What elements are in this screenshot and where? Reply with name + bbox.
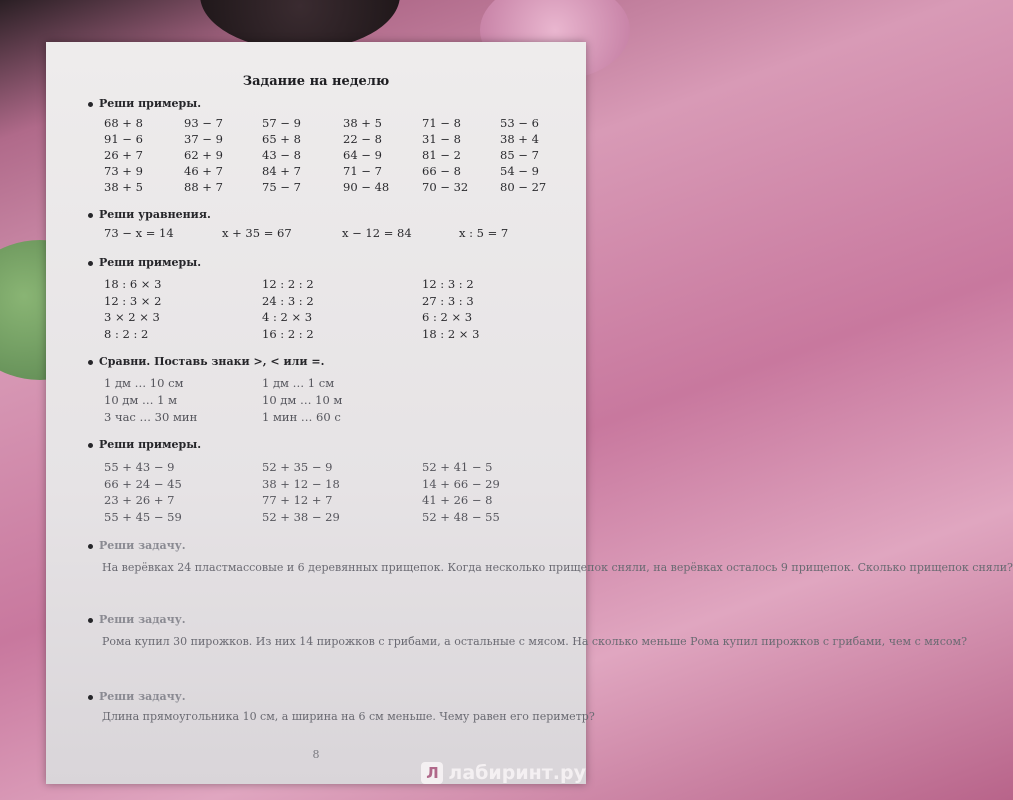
exercise-item: 80 − 27: [500, 180, 547, 194]
exercise-item: 46 + 7: [184, 164, 223, 178]
bullet-icon: [88, 695, 93, 700]
exercise-item: 4 : 2 × 3: [262, 310, 313, 324]
exercise-item: 52 + 38 − 29: [262, 509, 340, 524]
exercise-item: 14 + 66 − 29: [422, 476, 500, 491]
exercise-item: 52 + 48 − 55: [422, 509, 500, 524]
exercise-item: 84 + 7: [262, 164, 301, 178]
exercise-item: 71 − 8: [422, 116, 461, 130]
exercise-item: 70 − 32: [422, 180, 469, 194]
exercise-item: 55 + 45 − 59: [104, 509, 182, 524]
exercise-item: 12 : 3 : 2: [422, 277, 474, 291]
page-number: 8: [312, 748, 320, 761]
exercise-item: 66 + 24 − 45: [104, 476, 182, 491]
exercise-item: 77 + 12 + 7: [262, 493, 333, 507]
task-heading-text: Реши уравнения.: [99, 208, 211, 221]
exercise-item: 12 : 2 : 2: [262, 277, 314, 291]
task-heading-text: Реши задачу.: [99, 690, 186, 703]
exercise-item: 81 − 2: [422, 148, 461, 162]
word-problem-text: Длина прямоугольника 10 см, а ширина на 6 см меньше. Чему равен его периметр?: [102, 710, 595, 723]
exercise-item: 8 : 2 : 2: [104, 326, 149, 341]
exercise-item: 18 : 6 × 3: [104, 277, 162, 291]
exercise-item: 37 − 9: [184, 132, 223, 146]
bullet-icon: [88, 618, 93, 623]
bullet-icon: [88, 261, 93, 266]
exercise-item: 71 − 7: [343, 164, 382, 178]
task-heading: [88, 539, 186, 552]
bullet-icon: [88, 544, 93, 549]
exercise-item: 93 − 7: [184, 116, 223, 130]
exercise-item: 31 − 8: [422, 132, 461, 146]
exercise-item: 23 + 26 + 7: [104, 493, 175, 507]
task-heading: [88, 208, 211, 221]
bullet-icon: [88, 102, 93, 107]
task-heading: [88, 256, 201, 269]
exercise-item: 24 : 3 : 2: [262, 293, 314, 308]
exercise-item: 88 + 7: [184, 180, 223, 194]
exercise-item: 3 час … 30 мин: [104, 410, 198, 424]
task-heading-text: Реши примеры.: [99, 438, 202, 451]
exercise-item: 91 − 6: [104, 132, 143, 146]
task-heading: [88, 690, 186, 703]
equation-item: x : 5 = 7: [459, 226, 509, 240]
exercise-item: 68 + 8: [104, 116, 143, 130]
task-heading: [88, 438, 201, 451]
labirint-logo-icon: Л: [421, 762, 443, 784]
exercise-item: 54 − 9: [500, 164, 539, 178]
exercise-item: 57 − 9: [262, 116, 301, 130]
watermark: [421, 762, 586, 784]
exercise-item: 75 − 7: [262, 180, 301, 194]
exercise-item: 1 мин … 60 с: [262, 410, 341, 424]
exercise-item: 18 : 2 × 3: [422, 326, 480, 341]
task-heading-text: Реши задачу.: [99, 613, 186, 626]
exercise-item: 27 : 3 : 3: [422, 293, 474, 308]
task-heading-text: Реши задачу.: [99, 539, 186, 552]
exercise-item: 90 − 48: [343, 180, 390, 194]
exercise-item: 1 дм … 10 см: [104, 376, 184, 390]
exercise-item: 41 + 26 − 8: [422, 493, 493, 507]
exercise-item: 26 + 7: [104, 148, 143, 162]
exercise-item: 10 дм … 1 м: [104, 393, 178, 407]
task-heading: [88, 97, 201, 110]
exercise-item: 6 : 2 × 3: [422, 310, 473, 324]
exercise-item: 52 + 41 − 5: [422, 460, 493, 474]
exercise-item: 43 − 8: [262, 148, 301, 162]
exercise-item: 53 − 6: [500, 116, 539, 130]
exercise-item: 10 дм … 10 м: [262, 393, 343, 407]
exercise-item: 38 + 4: [500, 132, 539, 146]
page-title: Задание на неделю: [242, 74, 390, 89]
exercise-item: 38 + 12 − 18: [262, 476, 340, 491]
exercise-item: 73 + 9: [104, 164, 143, 178]
exercise-item: 62 + 9: [184, 148, 223, 162]
task-heading: [88, 613, 186, 626]
exercise-item: 85 − 7: [500, 148, 539, 162]
workbook-page: [46, 42, 1013, 784]
exercise-item: 38 + 5: [104, 180, 143, 194]
exercise-item: 52 + 35 − 9: [262, 460, 333, 474]
bullet-icon: [88, 213, 93, 218]
exercise-item: 38 + 5: [343, 116, 382, 130]
task-heading-text: Сравни. Поставь знаки >, < или =.: [99, 355, 325, 368]
bullet-icon: [88, 360, 93, 365]
task-heading-text: Реши примеры.: [99, 256, 202, 269]
watermark-text: лабиринт.ру: [448, 762, 586, 784]
equation-item: x + 35 = 67: [222, 226, 292, 240]
exercise-item: 55 + 43 − 9: [104, 460, 175, 474]
equation-item: x − 12 = 84: [342, 226, 412, 240]
exercise-item: 65 + 8: [262, 132, 301, 146]
exercise-item: 22 − 8: [343, 132, 382, 146]
exercise-item: 3 × 2 × 3: [104, 310, 160, 324]
exercise-item: 64 − 9: [343, 148, 382, 162]
task-heading: [88, 355, 324, 368]
task-heading-text: Реши примеры.: [99, 97, 202, 110]
equation-item: 73 − x = 14: [104, 226, 174, 240]
exercise-item: 66 − 8: [422, 164, 461, 178]
exercise-item: 12 : 3 × 2: [104, 293, 162, 308]
exercise-item: 1 дм … 1 см: [262, 376, 335, 390]
bullet-icon: [88, 443, 93, 448]
word-problem-text: Рома купил 30 пирожков. Из них 14 пирожков с грибами, а остальные с мясом. На сколько меньше Рома купил пирожков с грибами, чем с мясом?: [102, 635, 967, 648]
word-problem-text: На верёвках 24 пластмассовые и 6 деревянных прищепок. Когда несколько прищепок сняли, на верёвках осталось 9 прищепок. Сколько прищепок сняли?: [102, 561, 1013, 574]
exercise-item: 16 : 2 : 2: [262, 326, 314, 341]
